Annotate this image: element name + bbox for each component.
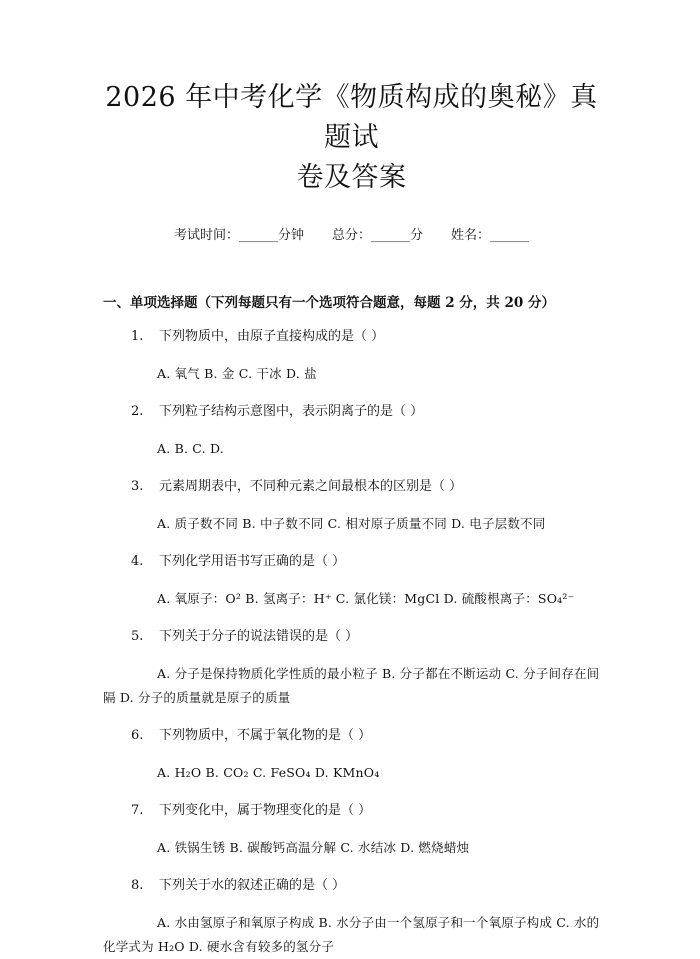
question-options: A. 分子是保持物质化学性质的最小粒子 B. 分子都在不断运动 C. 分子间存在间隔 D. 分子的质量就是原子的质量 xyxy=(103,666,600,705)
question-item xyxy=(103,402,600,461)
question-stem xyxy=(131,627,600,647)
title-line-2: 卷及答案 xyxy=(296,162,407,193)
question-number: 1. xyxy=(131,329,144,344)
question-list xyxy=(103,327,600,959)
question-text: 元素周期表中，不同种元素之间最根本的区别是（ ） xyxy=(159,479,463,494)
question-options: A. 铁锅生锈 B. 碳酸钙高温分解 C. 水结冰 D. 燃烧蜡烛 xyxy=(157,840,470,855)
question-text: 下列关于水的叙述正确的是（ ） xyxy=(159,878,346,893)
exam-score: 总分：______分 xyxy=(331,228,423,243)
question-stem xyxy=(131,402,600,422)
question-stem xyxy=(131,477,600,497)
question-text: 下列关于分子的说法错误的是（ ） xyxy=(159,629,359,644)
question-options: A. H₂O B. CO₂ C. FeSO₄ D. KMnO₄ xyxy=(157,765,380,780)
question-stem xyxy=(131,552,600,572)
question-item xyxy=(103,552,600,611)
question-text: 下列粒子结构示意图中，表示阴离子的是（ ） xyxy=(159,404,424,419)
question-options: A. 质子数不同 B. 中子数不同 C. 相对原子质量不同 D. 电子层数不同 xyxy=(157,516,546,531)
question-options: A. 氧气 B. 金 C. 干冰 D. 盐 xyxy=(157,366,317,381)
exam-name: 姓名：______ xyxy=(451,228,530,243)
question-options: A. 氧原子：O² B. 氢离子：H⁺ C. 氯化镁：MgCl D. 硫酸根离子：SO₄²⁻ xyxy=(157,591,575,606)
question-stem xyxy=(131,876,600,896)
question-text: 下列物质中，不属于氧化物的是（ ） xyxy=(159,728,372,743)
question-item xyxy=(103,801,600,860)
question-stem xyxy=(131,726,600,746)
page-title xyxy=(103,78,600,198)
question-number: 2. xyxy=(131,404,144,419)
question-number: 7. xyxy=(131,803,144,818)
exam-time: 考试时间：______分钟 xyxy=(173,228,304,243)
question-number: 4. xyxy=(131,554,144,569)
question-item xyxy=(103,327,600,386)
question-number: 8. xyxy=(131,878,144,893)
question-stem xyxy=(131,327,600,347)
question-options: A. 水由氢原子和氧原子构成 B. 水分子由一个氢原子和一个氧原子构成 C. 水的化学式为 H₂O D. 硬水含有较多的氢分子 xyxy=(103,915,600,954)
question-item xyxy=(103,876,600,959)
question-item xyxy=(103,477,600,536)
title-line-1: 2026 年中考化学《物质构成的奥秘》真题试 xyxy=(105,82,598,153)
section-heading: 一、单项选择题（下列每题只有一个选项符合题意，每题 2 分，共 20 分） xyxy=(103,295,555,311)
question-number: 3. xyxy=(131,479,144,494)
question-number: 6. xyxy=(131,728,144,743)
question-options: A. B. C. D. xyxy=(157,441,224,456)
question-number: 5. xyxy=(131,629,144,644)
question-item xyxy=(103,726,600,785)
question-item xyxy=(103,627,600,710)
question-stem xyxy=(131,801,600,821)
question-text: 下列物质中，由原子直接构成的是（ ） xyxy=(159,329,385,344)
exam-meta xyxy=(103,224,600,243)
question-text: 下列变化中，属于物理变化的是（ ） xyxy=(159,803,372,818)
question-text: 下列化学用语书写正确的是（ ） xyxy=(159,554,346,569)
